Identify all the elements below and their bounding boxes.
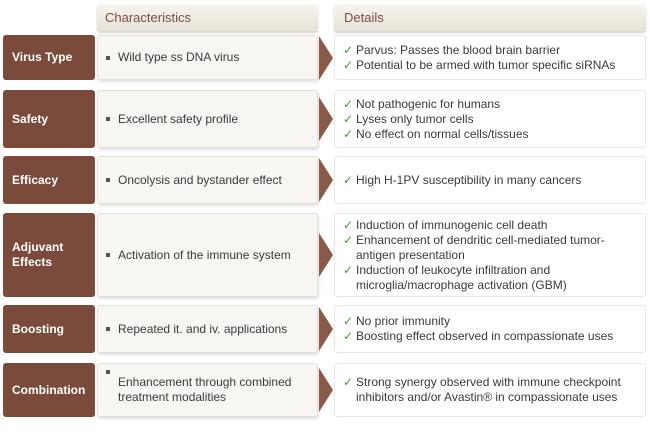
check-icon: ✓ (343, 262, 354, 277)
arrow-right-icon (319, 36, 333, 80)
characteristic-cell (97, 363, 318, 417)
characteristic-cell (97, 156, 318, 204)
square-bullet-icon (106, 178, 110, 182)
detail-text: Lyses only tumor cells (356, 111, 474, 126)
detail-item (343, 97, 639, 112)
check-icon: ✓ (343, 314, 354, 328)
table-row (0, 305, 650, 353)
details-header (334, 4, 646, 31)
detail-item (343, 112, 639, 127)
square-bullet-icon (106, 327, 110, 331)
detail-text: No effect on normal cells/tissues (356, 126, 529, 141)
detail-text: Boosting effect observed in compassionate uses (356, 329, 614, 343)
details-header-label: Details (344, 10, 384, 25)
arrow-right-icon (319, 97, 333, 141)
detail-item (343, 218, 639, 233)
details-cell (334, 156, 646, 204)
detail-item (343, 329, 639, 344)
square-bullet-icon (106, 253, 110, 257)
characteristic-text: Oncolysis and bystander effect (118, 172, 282, 187)
details-cell (334, 90, 646, 148)
arrow-right-icon (319, 368, 333, 412)
row-label: Combination (3, 363, 95, 417)
check-icon: ✓ (343, 172, 354, 187)
square-bullet-icon (106, 370, 110, 374)
check-icon: ✓ (343, 57, 354, 72)
arrow-right-icon (319, 233, 333, 277)
detail-item (343, 173, 639, 188)
details-cell (334, 363, 646, 417)
detail-item (343, 263, 639, 293)
table-row (0, 363, 650, 417)
table-row (0, 213, 650, 297)
detail-item (343, 58, 639, 73)
characteristic-text: Enhancement through combined treatment modalities (118, 375, 292, 404)
characteristic-text: Repeated it. and iv. applications (118, 321, 288, 336)
check-icon: ✓ (343, 111, 354, 126)
characteristic-cell (97, 35, 318, 80)
details-cell (334, 35, 646, 80)
details-cell (334, 213, 646, 297)
details-cell (334, 305, 646, 353)
row-label: Efficacy (3, 156, 95, 204)
check-icon: ✓ (343, 217, 354, 232)
characteristics-header-label: Characteristics (105, 10, 191, 25)
square-bullet-icon (106, 56, 110, 60)
detail-text: High H-1PV susceptibility in many cancers (356, 172, 582, 187)
row-label: Boosting (3, 305, 95, 353)
characteristic-cell (97, 305, 318, 353)
detail-item (343, 233, 639, 263)
row-label: Safety (3, 90, 95, 148)
detail-text: Parvus: Passes the blood brain barrier (356, 42, 561, 57)
table-row (0, 35, 650, 80)
detail-item (343, 375, 639, 405)
check-icon: ✓ (343, 42, 354, 57)
check-icon: ✓ (343, 329, 354, 343)
characteristics-header (97, 4, 318, 31)
detail-text: Enhancement of dendritic cell-mediated tumor-antigen presentation (356, 232, 605, 262)
table-row (0, 90, 650, 148)
check-icon: ✓ (343, 375, 354, 389)
detail-text: Induction of leukocyte infiltration and microglia/macrophage activation (GBM) (356, 262, 567, 292)
table-row (0, 156, 650, 204)
characteristic-text: Excellent safety profile (118, 111, 239, 126)
detail-item (343, 314, 639, 329)
detail-text: Strong synergy observed with immune checkpoint inhibitors and/or Avastin® in compassionate uses (356, 375, 621, 404)
characteristic-text: Activation of the immune system (118, 247, 291, 262)
arrow-right-icon (319, 158, 333, 202)
check-icon: ✓ (343, 96, 354, 111)
detail-text: Induction of immunogenic cell death (356, 217, 548, 232)
characteristic-cell (97, 213, 318, 297)
check-icon: ✓ (343, 126, 354, 141)
detail-text: Not pathogenic for humans (356, 96, 501, 111)
row-label: Virus Type (3, 35, 95, 80)
detail-item (343, 43, 639, 58)
check-icon: ✓ (343, 232, 354, 247)
row-label: Adjuvant Effects (3, 213, 95, 297)
square-bullet-icon (106, 117, 110, 121)
characteristic-cell (97, 90, 318, 148)
characteristic-text: Wild type ss DNA virus (118, 50, 240, 64)
arrow-right-icon (319, 307, 333, 351)
detail-text: Potential to be armed with tumor specific siRNAs (356, 57, 616, 72)
detail-text: No prior immunity (356, 314, 451, 328)
detail-item (343, 127, 639, 142)
